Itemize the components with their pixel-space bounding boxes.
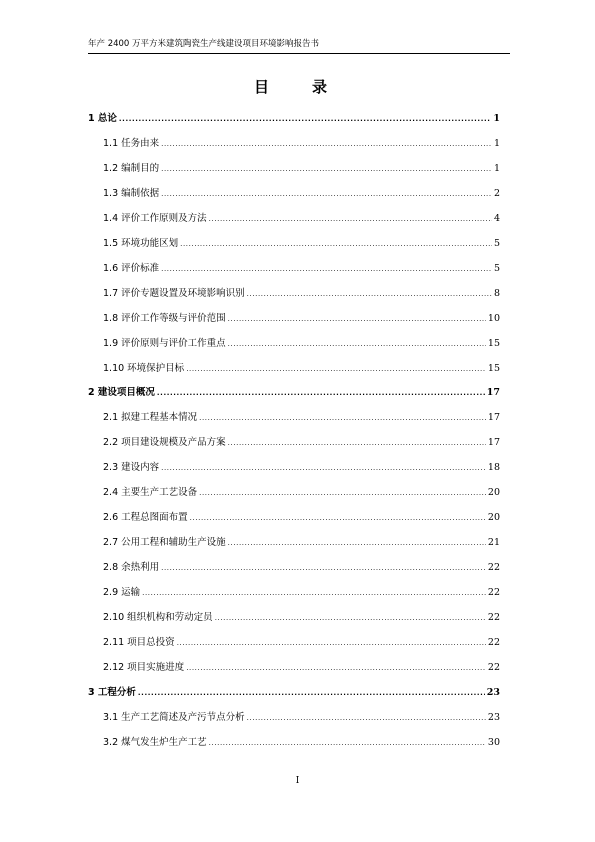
toc-section-entry[interactable] [103, 636, 500, 650]
toc-dot-leader [199, 411, 486, 425]
page-title: 目 录 [253, 78, 341, 96]
toc-entry-label: 2.6 工程总图面布置 [103, 512, 188, 524]
toc-section-entry[interactable] [103, 586, 500, 600]
toc-entry-label: 2.12 项目实施进度 [103, 661, 185, 673]
toc-entry-page: 17 [487, 412, 500, 424]
toc-dot-leader [209, 736, 486, 750]
toc-entry-label: 1.4 评价工作原则及方法 [103, 212, 207, 224]
toc-entry-label: 2.3 建设内容 [103, 462, 160, 474]
toc-section-entry[interactable] [103, 287, 500, 301]
toc-section-entry[interactable] [103, 162, 500, 176]
toc-section-entry[interactable] [103, 237, 500, 251]
toc-entry-label: 1.6 评价标准 [103, 262, 160, 274]
toc-section-entry[interactable] [103, 362, 500, 376]
toc-entry-page: 22 [487, 661, 500, 673]
toc-entry-label: 3 工程分析 [88, 686, 136, 698]
toc-dot-leader [142, 586, 486, 600]
toc-entry-label: 2.4 主要生产工艺设备 [103, 487, 198, 499]
toc-entry-page: 8 [493, 287, 500, 299]
toc-section-entry[interactable] [103, 461, 500, 475]
toc-entry-label: 2 建设项目概况 [88, 387, 155, 399]
toc-entry-page: 20 [487, 487, 500, 499]
toc-dot-leader [228, 536, 486, 550]
toc-section-entry[interactable] [103, 411, 500, 425]
toc-entry-label: 2.11 项目总投资 [103, 636, 175, 648]
toc-dot-leader [186, 661, 486, 675]
toc-entry-page: 23 [487, 711, 500, 723]
toc-entry-page: 1 [493, 162, 500, 174]
toc-dot-leader [119, 112, 491, 126]
toc-entry-page: 17 [487, 437, 500, 449]
toc-entry-label: 1.2 编制目的 [103, 162, 160, 174]
toc-entry-page: 2 [493, 187, 500, 199]
header-title: 年产 2400 万平方米建筑陶瓷生产线建设项目环境影响报告书 [88, 39, 320, 49]
toc-entry-page: 17 [486, 387, 500, 399]
toc-entry-label: 2.1 拟建工程基本情况 [103, 412, 198, 424]
toc-dot-leader [228, 436, 486, 450]
toc-section-entry[interactable] [103, 561, 500, 575]
toc-entry-label: 2.8 余热利用 [103, 562, 160, 574]
toc-dot-leader [199, 486, 486, 500]
toc-entry-page: 23 [486, 686, 500, 698]
toc-entry-label: 2.9 运输 [103, 587, 141, 599]
toc-section-entry[interactable] [103, 312, 500, 326]
toc-dot-leader [228, 337, 486, 351]
toc-entry-label: 1.10 环境保护目标 [103, 362, 185, 374]
toc-dot-leader [177, 636, 486, 650]
toc-entry-page: 22 [487, 612, 500, 623]
toc-entry-label: 1.1 任务由来 [103, 137, 160, 149]
toc-section-entry[interactable] [103, 486, 500, 500]
toc-dot-leader [247, 711, 486, 725]
toc-section-entry[interactable] [103, 536, 500, 550]
toc-entry-page: 5 [493, 237, 500, 249]
toc-entry-page: 15 [487, 362, 500, 374]
toc-entry-page: 22 [487, 636, 500, 648]
toc-dot-leader [161, 262, 492, 276]
toc-section-entry[interactable] [103, 187, 500, 201]
toc-chapter-entry[interactable] [88, 386, 500, 400]
toc-entry-page: 1 [493, 113, 500, 124]
toc-entry-label: 1.7 评价专题设置及环境影响识别 [103, 287, 245, 299]
toc-chapter-entry[interactable] [88, 686, 500, 700]
toc-dot-leader [161, 461, 486, 475]
toc-entry-page: 21 [487, 537, 500, 549]
toc-section-entry[interactable] [103, 661, 500, 675]
toc-entry-page: 22 [487, 562, 500, 574]
toc-entry-label: 1.3 编制依据 [103, 187, 160, 199]
toc-chapter-entry[interactable] [88, 112, 500, 126]
toc-entry-page: 15 [487, 337, 500, 349]
toc-entry-page: 1 [493, 137, 500, 149]
toc-entry-page: 5 [493, 262, 500, 274]
toc-entry-label: 1.8 评价工作等级与评价范围 [103, 312, 226, 324]
toc-section-entry[interactable] [103, 262, 500, 276]
toc-dot-leader [157, 386, 485, 400]
toc-dot-leader [161, 561, 486, 575]
toc-dot-leader [186, 362, 486, 376]
toc-entry-label: 2.10 组织机构和劳动定员 [103, 612, 213, 623]
toc-entry-page: 10 [487, 312, 500, 324]
toc-section-entry[interactable] [103, 711, 500, 725]
toc-dot-leader [228, 312, 486, 326]
toc-dot-leader [161, 187, 492, 201]
toc-section-entry[interactable] [103, 736, 500, 750]
toc-entry-page: 18 [487, 462, 500, 474]
toc-entry-label: 3.2 煤气发生炉生产工艺 [103, 736, 207, 748]
toc-entry-label: 2.2 项目建设规模及产品方案 [103, 437, 226, 449]
toc-entry-label: 2.7 公用工程和辅助生产设施 [103, 537, 226, 549]
toc-dot-leader [215, 611, 486, 625]
toc-entry-page: 4 [493, 212, 500, 224]
toc-section-entry[interactable] [103, 611, 500, 625]
toc-dot-leader [138, 686, 485, 700]
toc-dot-leader [190, 511, 486, 525]
toc-section-entry[interactable] [103, 511, 500, 525]
toc-section-entry[interactable] [103, 436, 500, 450]
toc-entry-label: 1 总论 [88, 113, 117, 124]
toc-section-entry[interactable] [103, 137, 500, 151]
toc-entry-page: 30 [487, 736, 500, 748]
toc-entry-label: 1.9 评价原则与评价工作重点 [103, 337, 226, 349]
toc-entry-label: 3.1 生产工艺简述及产污节点分析 [103, 711, 245, 723]
toc-entry-page: 20 [487, 512, 500, 524]
toc-dot-leader [209, 212, 492, 226]
toc-entry-label: 1.5 环境功能区划 [103, 237, 179, 249]
toc-dot-leader [180, 237, 492, 251]
toc-dot-leader [161, 162, 492, 176]
toc-dot-leader [161, 137, 492, 151]
toc-section-entry[interactable] [103, 212, 500, 226]
toc-entry-page: 22 [487, 587, 500, 599]
toc-section-entry[interactable] [103, 337, 500, 351]
page-number: I [295, 776, 300, 786]
toc-dot-leader [247, 287, 492, 301]
